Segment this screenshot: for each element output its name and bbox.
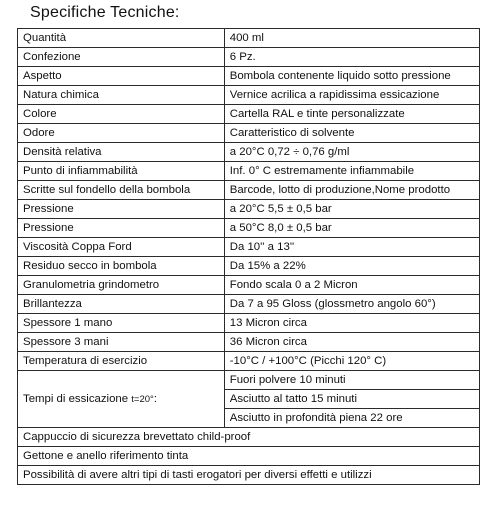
page-title: Specifiche Tecniche: — [30, 4, 180, 21]
drying-row — [18, 371, 480, 390]
spec-label: Pressione — [18, 200, 225, 219]
spec-row — [18, 124, 480, 143]
spec-row — [18, 181, 480, 200]
note-row — [18, 428, 480, 447]
spec-row — [18, 333, 480, 352]
spec-row — [18, 105, 480, 124]
drying-label-text: Tempi di essicazione — [23, 392, 132, 405]
spec-label: Punto di infiammabilità — [18, 162, 225, 181]
spec-value: Bombola contenente liquido sotto pressione — [224, 67, 479, 86]
spec-table — [17, 28, 480, 485]
spec-row — [18, 143, 480, 162]
spec-label: Residuo secco in bombola — [18, 257, 225, 276]
spec-row — [18, 295, 480, 314]
note-cell: Possibilità di avere altri tipi di tasti erogatori per diversi effetti e utilizzi — [18, 466, 480, 485]
spec-row — [18, 238, 480, 257]
spec-label: Granulometria grindometro — [18, 276, 225, 295]
drying-label-temp: t=20° — [131, 393, 154, 405]
spec-row — [18, 29, 480, 48]
spec-value: a 50°C 8,0 ± 0,5 bar — [224, 219, 479, 238]
spec-value: 13 Micron circa — [224, 314, 479, 333]
spec-value: a 20°C 5,5 ± 0,5 bar — [224, 200, 479, 219]
spec-label: Spessore 3 mani — [18, 333, 225, 352]
spec-row — [18, 86, 480, 105]
spec-label: Colore — [18, 105, 225, 124]
spec-row — [18, 352, 480, 371]
spec-value: Vernice acrilica a rapidissima essicazione — [224, 86, 479, 105]
spec-label: Pressione — [18, 219, 225, 238]
spec-label: Confezione — [18, 48, 225, 67]
spec-value: Fondo scala 0 a 2 Micron — [224, 276, 479, 295]
spec-label: Odore — [18, 124, 225, 143]
spec-label: Quantità — [18, 29, 225, 48]
spec-label: Natura chimica — [18, 86, 225, 105]
drying-value: Asciutto al tatto 15 minuti — [224, 390, 479, 409]
spec-label: Aspetto — [18, 67, 225, 86]
note-row — [18, 466, 480, 485]
drying-label — [18, 371, 225, 428]
note-row — [18, 447, 480, 466]
spec-value: Cartella RAL e tinte personalizzate — [224, 105, 479, 124]
spec-row — [18, 162, 480, 181]
spec-value: Caratteristico di solvente — [224, 124, 479, 143]
drying-value: Asciutto in profondità piena 22 ore — [224, 409, 479, 428]
spec-value: 6 Pz. — [224, 48, 479, 67]
spec-label: Densità relativa — [18, 143, 225, 162]
spec-value: Da 10'' a 13'' — [224, 238, 479, 257]
spec-row — [18, 67, 480, 86]
spec-value: Da 15% a 22% — [224, 257, 479, 276]
spec-label: Viscosità Coppa Ford — [18, 238, 225, 257]
spec-row — [18, 276, 480, 295]
spec-value: 36 Micron circa — [224, 333, 479, 352]
spec-value: Inf. 0° C estremamente infiammabile — [224, 162, 479, 181]
spec-label: Spessore 1 mano — [18, 314, 225, 333]
spec-row — [18, 48, 480, 67]
spec-row — [18, 257, 480, 276]
spec-value: 400 ml — [224, 29, 479, 48]
spec-label: Scritte sul fondello della bombola — [18, 181, 225, 200]
spec-row — [18, 200, 480, 219]
spec-row — [18, 219, 480, 238]
drying-label-colon: : — [153, 392, 157, 405]
spec-label: Temperatura di esercizio — [18, 352, 225, 371]
spec-value: a 20°C 0,72 ÷ 0,76 g/ml — [224, 143, 479, 162]
note-cell: Cappuccio di sicurezza brevettato child-proof — [18, 428, 480, 447]
spec-row — [18, 314, 480, 333]
drying-value: Fuori polvere 10 minuti — [224, 371, 479, 390]
spec-value: -10°C / +100°C (Picchi 120° C) — [224, 352, 479, 371]
spec-table-body — [18, 29, 480, 485]
spec-value: Barcode, lotto di produzione,Nome prodotto — [224, 181, 479, 200]
note-cell: Gettone e anello riferimento tinta — [18, 447, 480, 466]
spec-label: Brillantezza — [18, 295, 225, 314]
spec-value: Da 7 a 95 Gloss (glossmetro angolo 60°) — [224, 295, 479, 314]
